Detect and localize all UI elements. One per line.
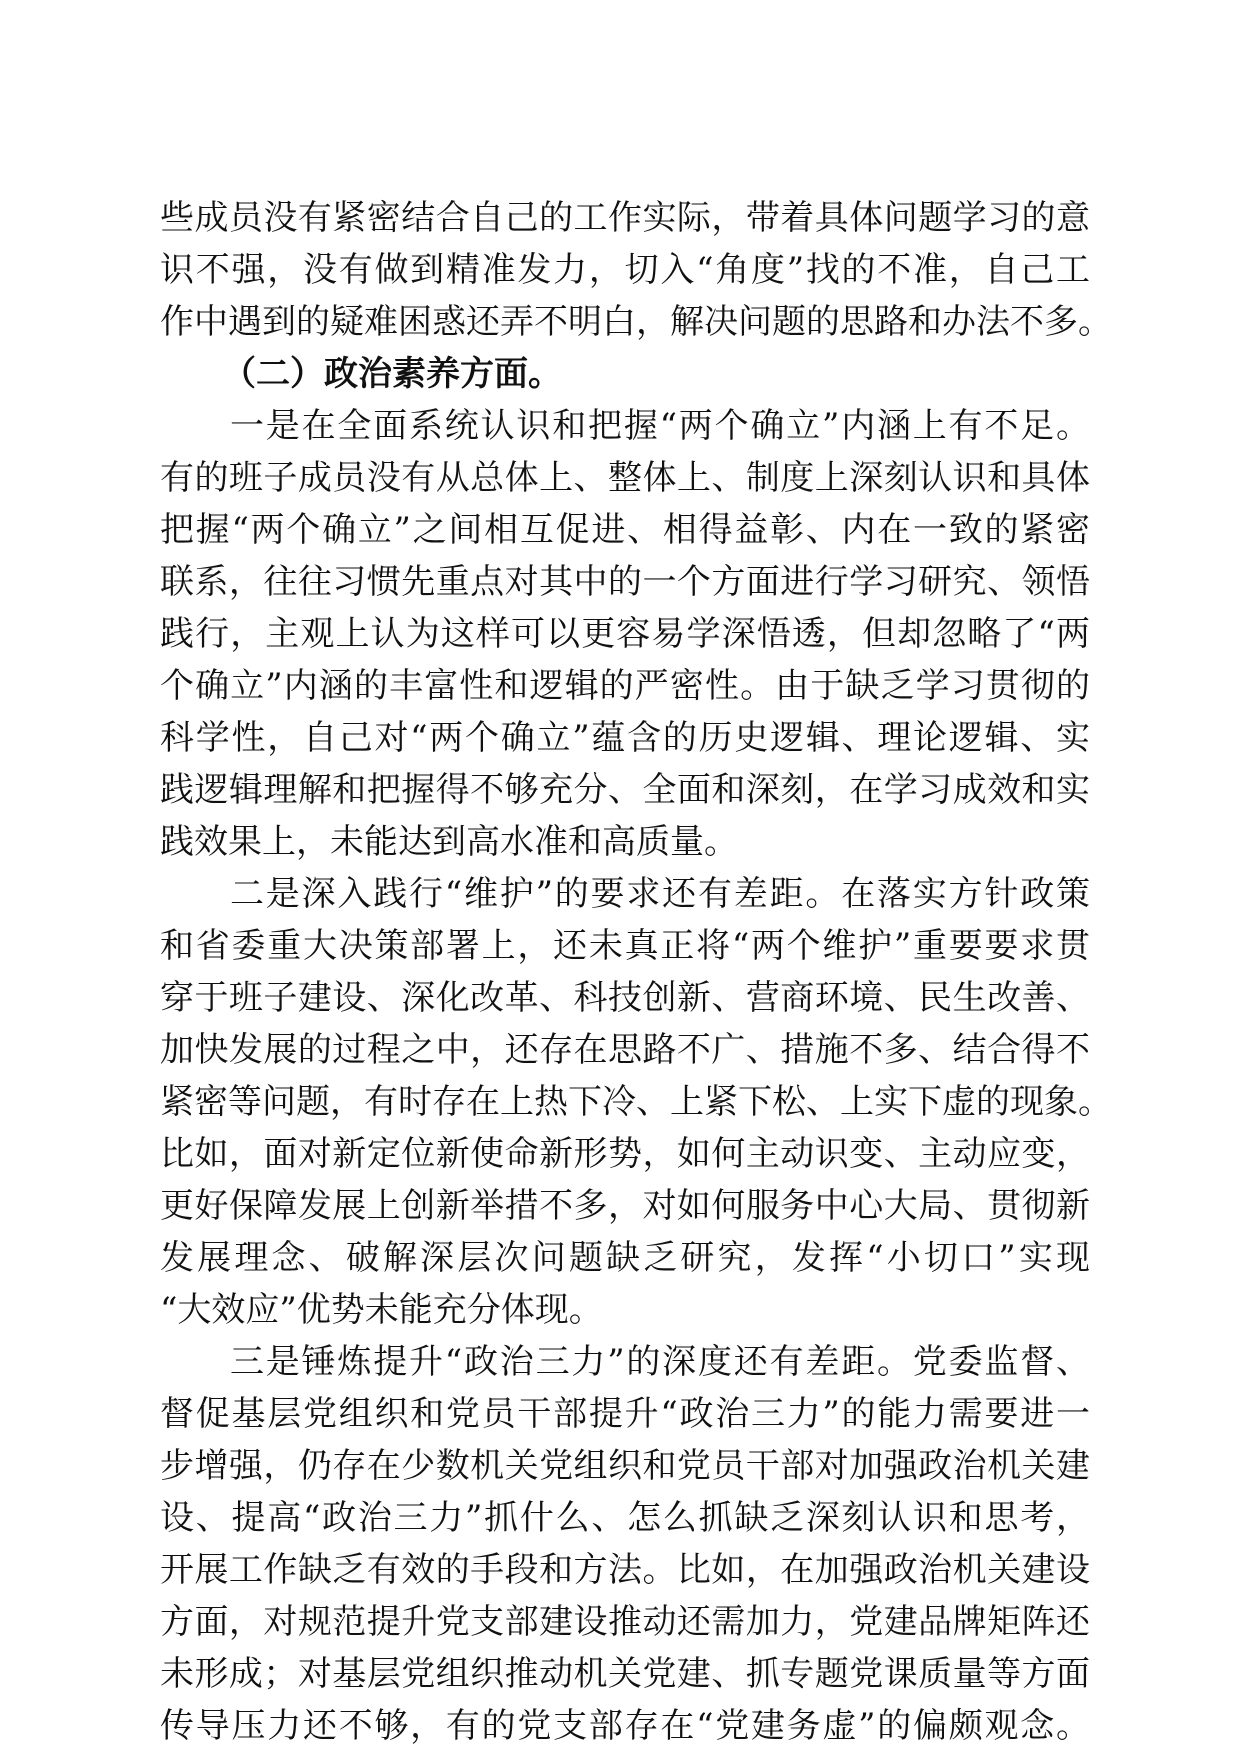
text-line: 把握“两个确立”之间相互促进、相得益彰、内在一致的紧密	[160, 510, 1090, 550]
text-line: 践效果上，未能达到高水准和高质量。	[160, 822, 738, 862]
text-line: 更好保障发展上创新举措不多，对如何服务中心大局、贯彻新	[160, 1186, 1090, 1226]
text-line: 科学性，自己对“两个确立”蕴含的历史逻辑、理论逻辑、实	[160, 718, 1090, 758]
text-line: 传导压力还不够，有的党支部存在“党建务虚”的偏颇观念。	[160, 1706, 1090, 1746]
text-line: 作中遇到的疑难困惑还弄不明白，解决问题的思路和办法不多。	[160, 302, 1112, 342]
document-page	[160, 192, 1112, 1752]
text-line: 联系，往往习惯先重点对其中的一个方面进行学习研究、领悟	[160, 562, 1090, 602]
text-line: 加快发展的过程之中，还存在思路不广、措施不多、结合得不	[160, 1030, 1090, 1070]
text-line: 开展工作缺乏有效的手段和方法。比如，在加强政治机关建设	[160, 1550, 1090, 1590]
section-heading	[160, 348, 1090, 400]
heading-text: （二）政治素养方面。	[222, 354, 562, 394]
text-line: 践逻辑理解和把握得不够充分、全面和深刻，在学习成效和实	[160, 770, 1090, 810]
text-line: 步增强，仍存在少数机关党组织和党员干部对加强政治机关建	[160, 1446, 1090, 1486]
text-line: 设、提高“政治三力”抓什么、怎么抓缺乏深刻认识和思考，	[160, 1498, 1090, 1538]
text-line: 未形成；对基层党组织推动机关党建、抓专题党课质量等方面	[160, 1654, 1090, 1694]
text-line: 穿于班子建设、深化改革、科技创新、营商环境、民生改善、	[160, 978, 1090, 1018]
text-line: 比如，面对新定位新使命新形势，如何主动识变、主动应变，	[160, 1134, 1090, 1174]
text-line: 方面，对规范提升党支部建设推动还需加力，党建品牌矩阵还	[160, 1602, 1090, 1642]
text-line: 三是锤炼提升“政治三力”的深度还有差距。党委监督、	[230, 1342, 1090, 1382]
text-line: “大效应”优势未能充分体现。	[160, 1290, 603, 1330]
paragraph-three	[160, 1336, 1090, 1752]
text-line: 一是在全面系统认识和把握“两个确立”内涵上有不足。	[230, 406, 1090, 446]
text-line: 些成员没有紧密结合自己的工作实际，带着具体问题学习的意	[160, 198, 1090, 238]
text-line: 二是深入践行“维护”的要求还有差距。在落实方针政策	[230, 874, 1090, 914]
paragraph-one	[160, 400, 1090, 868]
text-line: 践行，主观上认为这样可以更容易学深悟透，但却忽略了“两	[160, 614, 1090, 654]
text-line: 个确立”内涵的丰富性和逻辑的严密性。由于缺乏学习贯彻的	[160, 666, 1090, 706]
text-line: 紧密等问题，有时存在上热下冷、上紧下松、上实下虚的现象。	[160, 1082, 1112, 1122]
text-line: 识不强，没有做到精准发力，切入“角度”找的不准，自己工	[160, 250, 1090, 290]
paragraph-two	[160, 868, 1112, 1336]
text-line: 有的班子成员没有从总体上、整体上、制度上深刻认识和具体	[160, 458, 1090, 498]
text-line: 发展理念、破解深层次问题缺乏研究，发挥“小切口”实现	[160, 1238, 1090, 1278]
paragraph-continued	[160, 192, 1112, 348]
text-line: 和省委重大决策部署上，还未真正将“两个维护”重要要求贯	[160, 926, 1090, 966]
text-line: 督促基层党组织和党员干部提升“政治三力”的能力需要进一	[160, 1394, 1090, 1434]
